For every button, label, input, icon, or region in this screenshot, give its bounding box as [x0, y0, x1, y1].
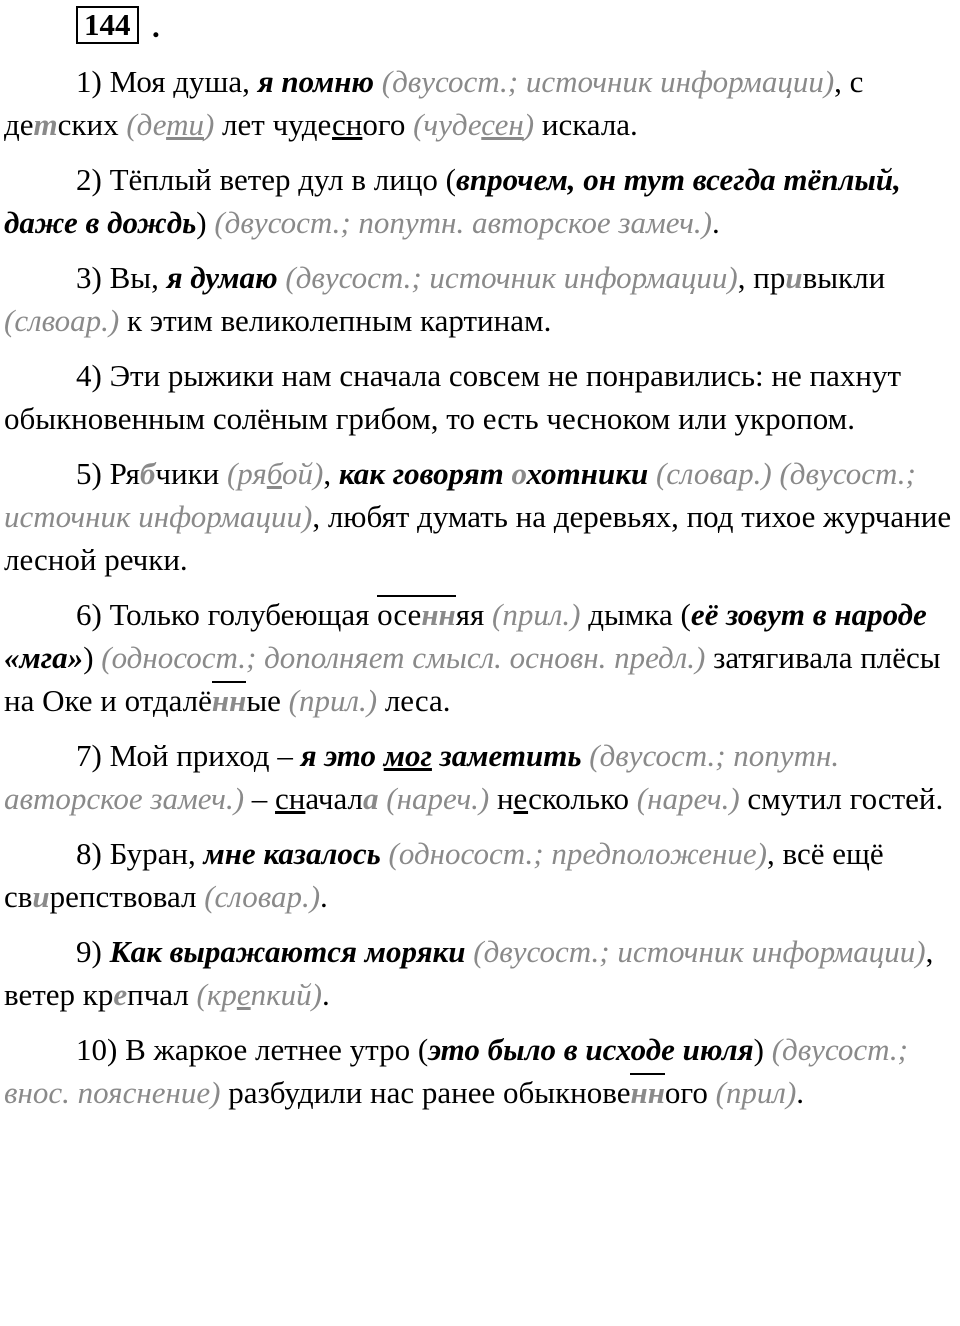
- text-segment: 2) Тёплый ветер дул в лицо (: [76, 162, 457, 197]
- text-segment: 4) Эти рыжики нам сначала совсем не понравились: не пахнут обыкновенным солёным грибом, то есть чесноком или укропом.: [4, 358, 901, 436]
- paragraph-p3: [4, 256, 956, 342]
- paragraph-p9: [4, 930, 956, 1016]
- text-segment: её зовут в народе «мга»: [4, 597, 927, 675]
- text-segment: 10) В жаркое летнее утро (: [76, 1032, 429, 1067]
- text-segment: и: [785, 260, 803, 295]
- text-segment: осе: [377, 597, 422, 632]
- text-segment: сколько: [528, 781, 637, 816]
- text-segment: (нареч.): [636, 781, 740, 816]
- text-segment: е: [513, 781, 529, 816]
- text-segment: сен: [481, 107, 524, 142]
- text-segment: леса.: [377, 683, 451, 718]
- text-segment: (кр: [196, 977, 237, 1012]
- text-segment: –: [244, 781, 276, 816]
- text-segment: Как выражаются моряки: [109, 934, 466, 969]
- text-segment: ,: [323, 456, 339, 491]
- text-segment: (ря: [226, 456, 267, 491]
- text-segment: я помню: [257, 64, 375, 99]
- text-segment: б: [139, 456, 156, 491]
- text-segment: (двусост.; источник информации): [285, 260, 738, 295]
- paragraph-p7: [4, 734, 956, 820]
- text-segment: дымка (: [580, 597, 691, 632]
- paragraph-p1: [4, 60, 956, 146]
- text-segment: (слвоар.): [4, 303, 120, 338]
- text-segment: затягивала плёсы на Оке и отдалё: [4, 640, 941, 718]
- text-segment: 7) Мой приход –: [76, 738, 301, 773]
- text-segment: а: [363, 781, 379, 816]
- text-segment: (нареч.): [386, 781, 490, 816]
- text-segment: смутил гостей.: [739, 781, 944, 816]
- paragraph-p5: [4, 452, 956, 581]
- text-segment: лет чуде: [214, 107, 333, 142]
- text-segment: ой): [282, 456, 324, 491]
- text-segment: б: [266, 456, 282, 491]
- text-segment: 9): [76, 934, 110, 969]
- text-segment: .: [796, 1075, 805, 1110]
- text-segment: разбудили нас ранее обыкнове: [220, 1075, 631, 1110]
- paragraph-p4: [4, 354, 956, 440]
- text-segment: 6) Только голубеющая: [76, 597, 378, 632]
- text-segment: (прил.): [492, 597, 581, 632]
- text-segment: пкий): [250, 977, 322, 1012]
- text-segment: (двусост.; источник информации): [381, 64, 835, 99]
- text-segment: (словар.): [204, 879, 321, 914]
- text-segment: ые: [246, 683, 289, 718]
- text-segment: н: [489, 781, 514, 816]
- text-segment: (односост.; дополняет смысл. основн. предл.): [101, 640, 706, 675]
- text-segment: е: [113, 977, 128, 1012]
- paragraph-p2: [4, 158, 956, 244]
- text-segment: (двусост.; внос. пояснение): [4, 1032, 909, 1110]
- text-segment: ских: [57, 107, 127, 142]
- text-segment: я это: [300, 738, 384, 773]
- text-segment: [381, 836, 389, 871]
- text-segment: нн: [421, 597, 456, 632]
- text-segment: (чуде: [413, 107, 482, 142]
- text-segment: ого: [362, 107, 414, 142]
- text-segment: о: [511, 456, 527, 491]
- text-segment: мог: [383, 738, 432, 773]
- text-segment: впрочем, он тут всегда тёплый, даже в дождь: [4, 162, 901, 240]
- text-segment: [374, 64, 382, 99]
- text-segment: (прил.): [288, 683, 378, 718]
- text-segment: искала.: [534, 107, 638, 142]
- text-segment: (прил): [715, 1075, 797, 1110]
- text-segment: (двусост.; попутн. авторское замеч.): [4, 738, 840, 816]
- text-segment: , всё ещё св: [4, 836, 884, 914]
- text-segment: ти: [166, 107, 204, 142]
- text-segment: (односост.; предположение): [388, 836, 768, 871]
- text-segment: яя: [455, 597, 493, 632]
- text-segment: ачал: [305, 781, 364, 816]
- text-segment: .: [320, 879, 328, 914]
- text-segment: 8) Буран,: [76, 836, 204, 871]
- exercise-text: [4, 60, 956, 1126]
- text-segment: (де: [126, 107, 167, 142]
- text-segment: к этим великолепным картинам.: [119, 303, 552, 338]
- text-segment: сн: [332, 107, 363, 142]
- text-segment: 1) Моя душа,: [76, 64, 258, 99]
- text-segment: сн: [275, 781, 306, 816]
- text-segment: пчал: [127, 977, 197, 1012]
- text-segment: (словар.) (двусост.; источник информации): [4, 456, 916, 534]
- text-segment: заметить: [431, 738, 582, 773]
- text-segment: ): [203, 107, 215, 142]
- text-segment: е: [236, 977, 251, 1012]
- text-segment: [648, 456, 656, 491]
- text-segment: выкли: [802, 260, 886, 295]
- text-segment: это было в исходе июля: [428, 1032, 754, 1067]
- text-segment: 5) Ря: [76, 456, 140, 491]
- text-segment: (двусост.; источник информации): [473, 934, 926, 969]
- text-segment: ): [523, 107, 535, 142]
- text-segment: репствовал: [49, 879, 205, 914]
- text-segment: мне казалось: [203, 836, 381, 871]
- text-segment: нн: [211, 683, 247, 718]
- text-segment: нн: [630, 1075, 665, 1110]
- text-segment: ): [83, 640, 102, 675]
- text-segment: .: [711, 205, 720, 240]
- text-segment: как говорят: [338, 456, 512, 491]
- text-segment: ): [196, 205, 215, 240]
- paragraph-p10: [4, 1028, 956, 1114]
- text-segment: хотники: [526, 456, 649, 491]
- text-segment: (двусост.; попутн. авторское замеч.): [214, 205, 712, 240]
- paragraph-p8: [4, 832, 956, 918]
- text-segment: ): [753, 1032, 772, 1067]
- text-segment: т: [33, 107, 58, 142]
- text-segment: ого: [664, 1075, 716, 1110]
- text-segment: , пр: [737, 260, 786, 295]
- paragraph-p6: [4, 593, 956, 722]
- text-segment: , ветер кр: [4, 934, 934, 1012]
- text-segment: и: [32, 879, 50, 914]
- text-segment: , любят думать на деревьях, под тихое журчание лесной речки.: [4, 499, 952, 577]
- text-segment: .: [321, 977, 330, 1012]
- text-segment: , с де: [4, 64, 864, 142]
- text-segment: чики: [155, 456, 227, 491]
- text-segment: 3) Вы,: [76, 260, 167, 295]
- text-segment: я думаю: [166, 260, 278, 295]
- task-number-box: 144: [76, 6, 139, 44]
- task-number-dot: .: [152, 9, 160, 44]
